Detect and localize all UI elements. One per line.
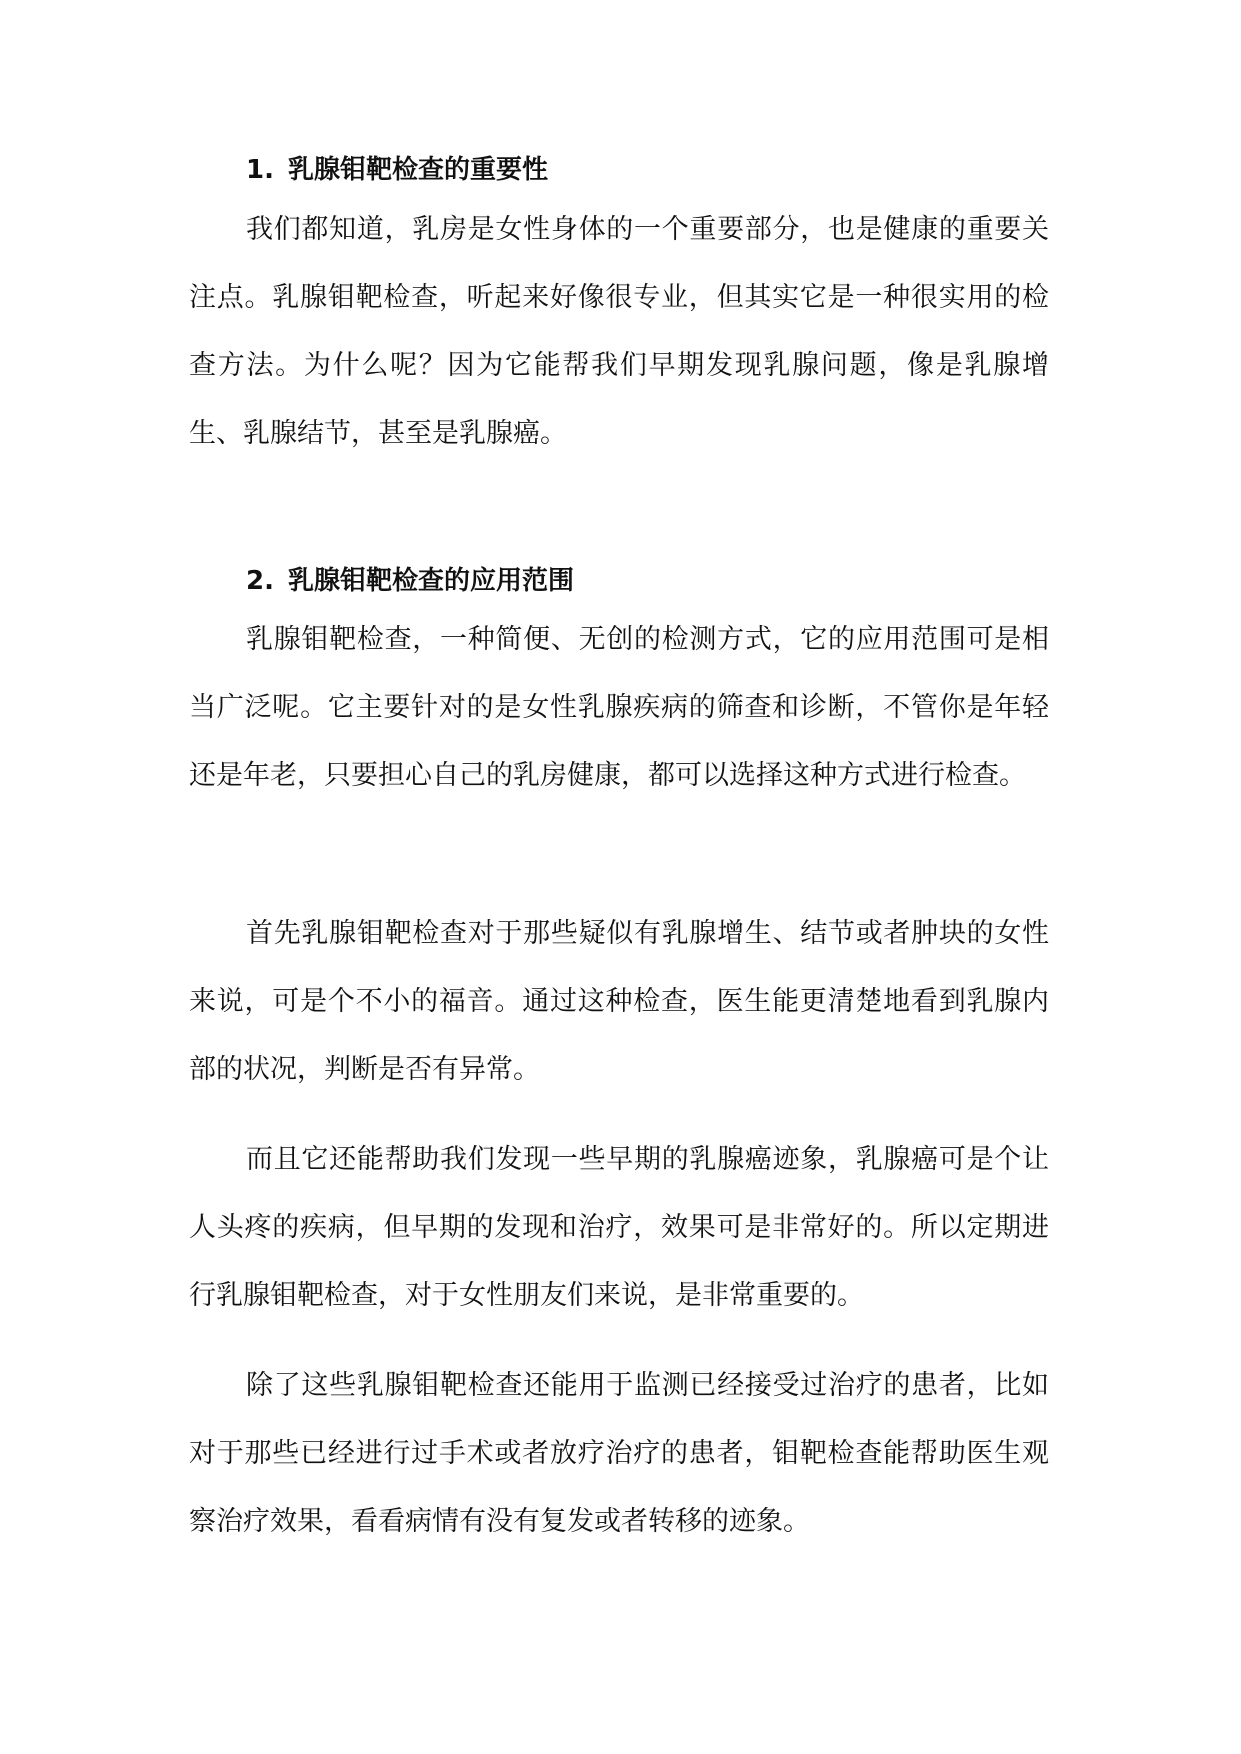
section-number: 2.	[246, 566, 274, 596]
section-title: 乳腺钼靶检查的重要性	[288, 155, 549, 185]
section-title: 乳腺钼靶检查的应用范围	[288, 566, 575, 596]
section-heading	[246, 563, 574, 599]
section-number: 1.	[246, 155, 274, 185]
paragraph: 而且它还能帮助我们发现一些早期的乳腺癌迹象，乳腺癌可是个让人头疼的疾病，但早期的发现和治疗，效果可是非常好的。所以定期进行乳腺钼靶检查，对于女性朋友们来说，是非常重要的。	[189, 1144, 1049, 1311]
paragraph: 除了这些乳腺钼靶检查还能用于监测已经接受过治疗的患者，比如对于那些已经进行过手术或者放疗治疗的患者，钼靶检查能帮助医生观察治疗效果，看看病情有没有复发或者转移的迹象。	[189, 1370, 1049, 1537]
paragraph: 首先乳腺钼靶检查对于那些疑似有乳腺增生、结节或者肿块的女性来说，可是个不小的福音。通过这种检查，医生能更清楚地看到乳腺内部的状况，判断是否有异常。	[189, 918, 1049, 1085]
paragraph: 我们都知道，乳房是女性身体的一个重要部分，也是健康的重要关注点。乳腺钼靶检查，听起来好像很专业，但其实它是一种很实用的检查方法。为什么呢？因为它能帮我们早期发现乳腺问题，像是乳腺增生、乳腺结节，甚至是乳腺癌。	[189, 214, 1049, 449]
section-heading	[246, 152, 548, 188]
paragraph: 乳腺钼靶检查，一种简便、无创的检测方式，它的应用范围可是相当广泛呢。它主要针对的是女性乳腺疾病的筛查和诊断，不管你是年轻还是年老，只要担心自己的乳房健康，都可以选择这种方式进行检查。	[189, 624, 1049, 791]
